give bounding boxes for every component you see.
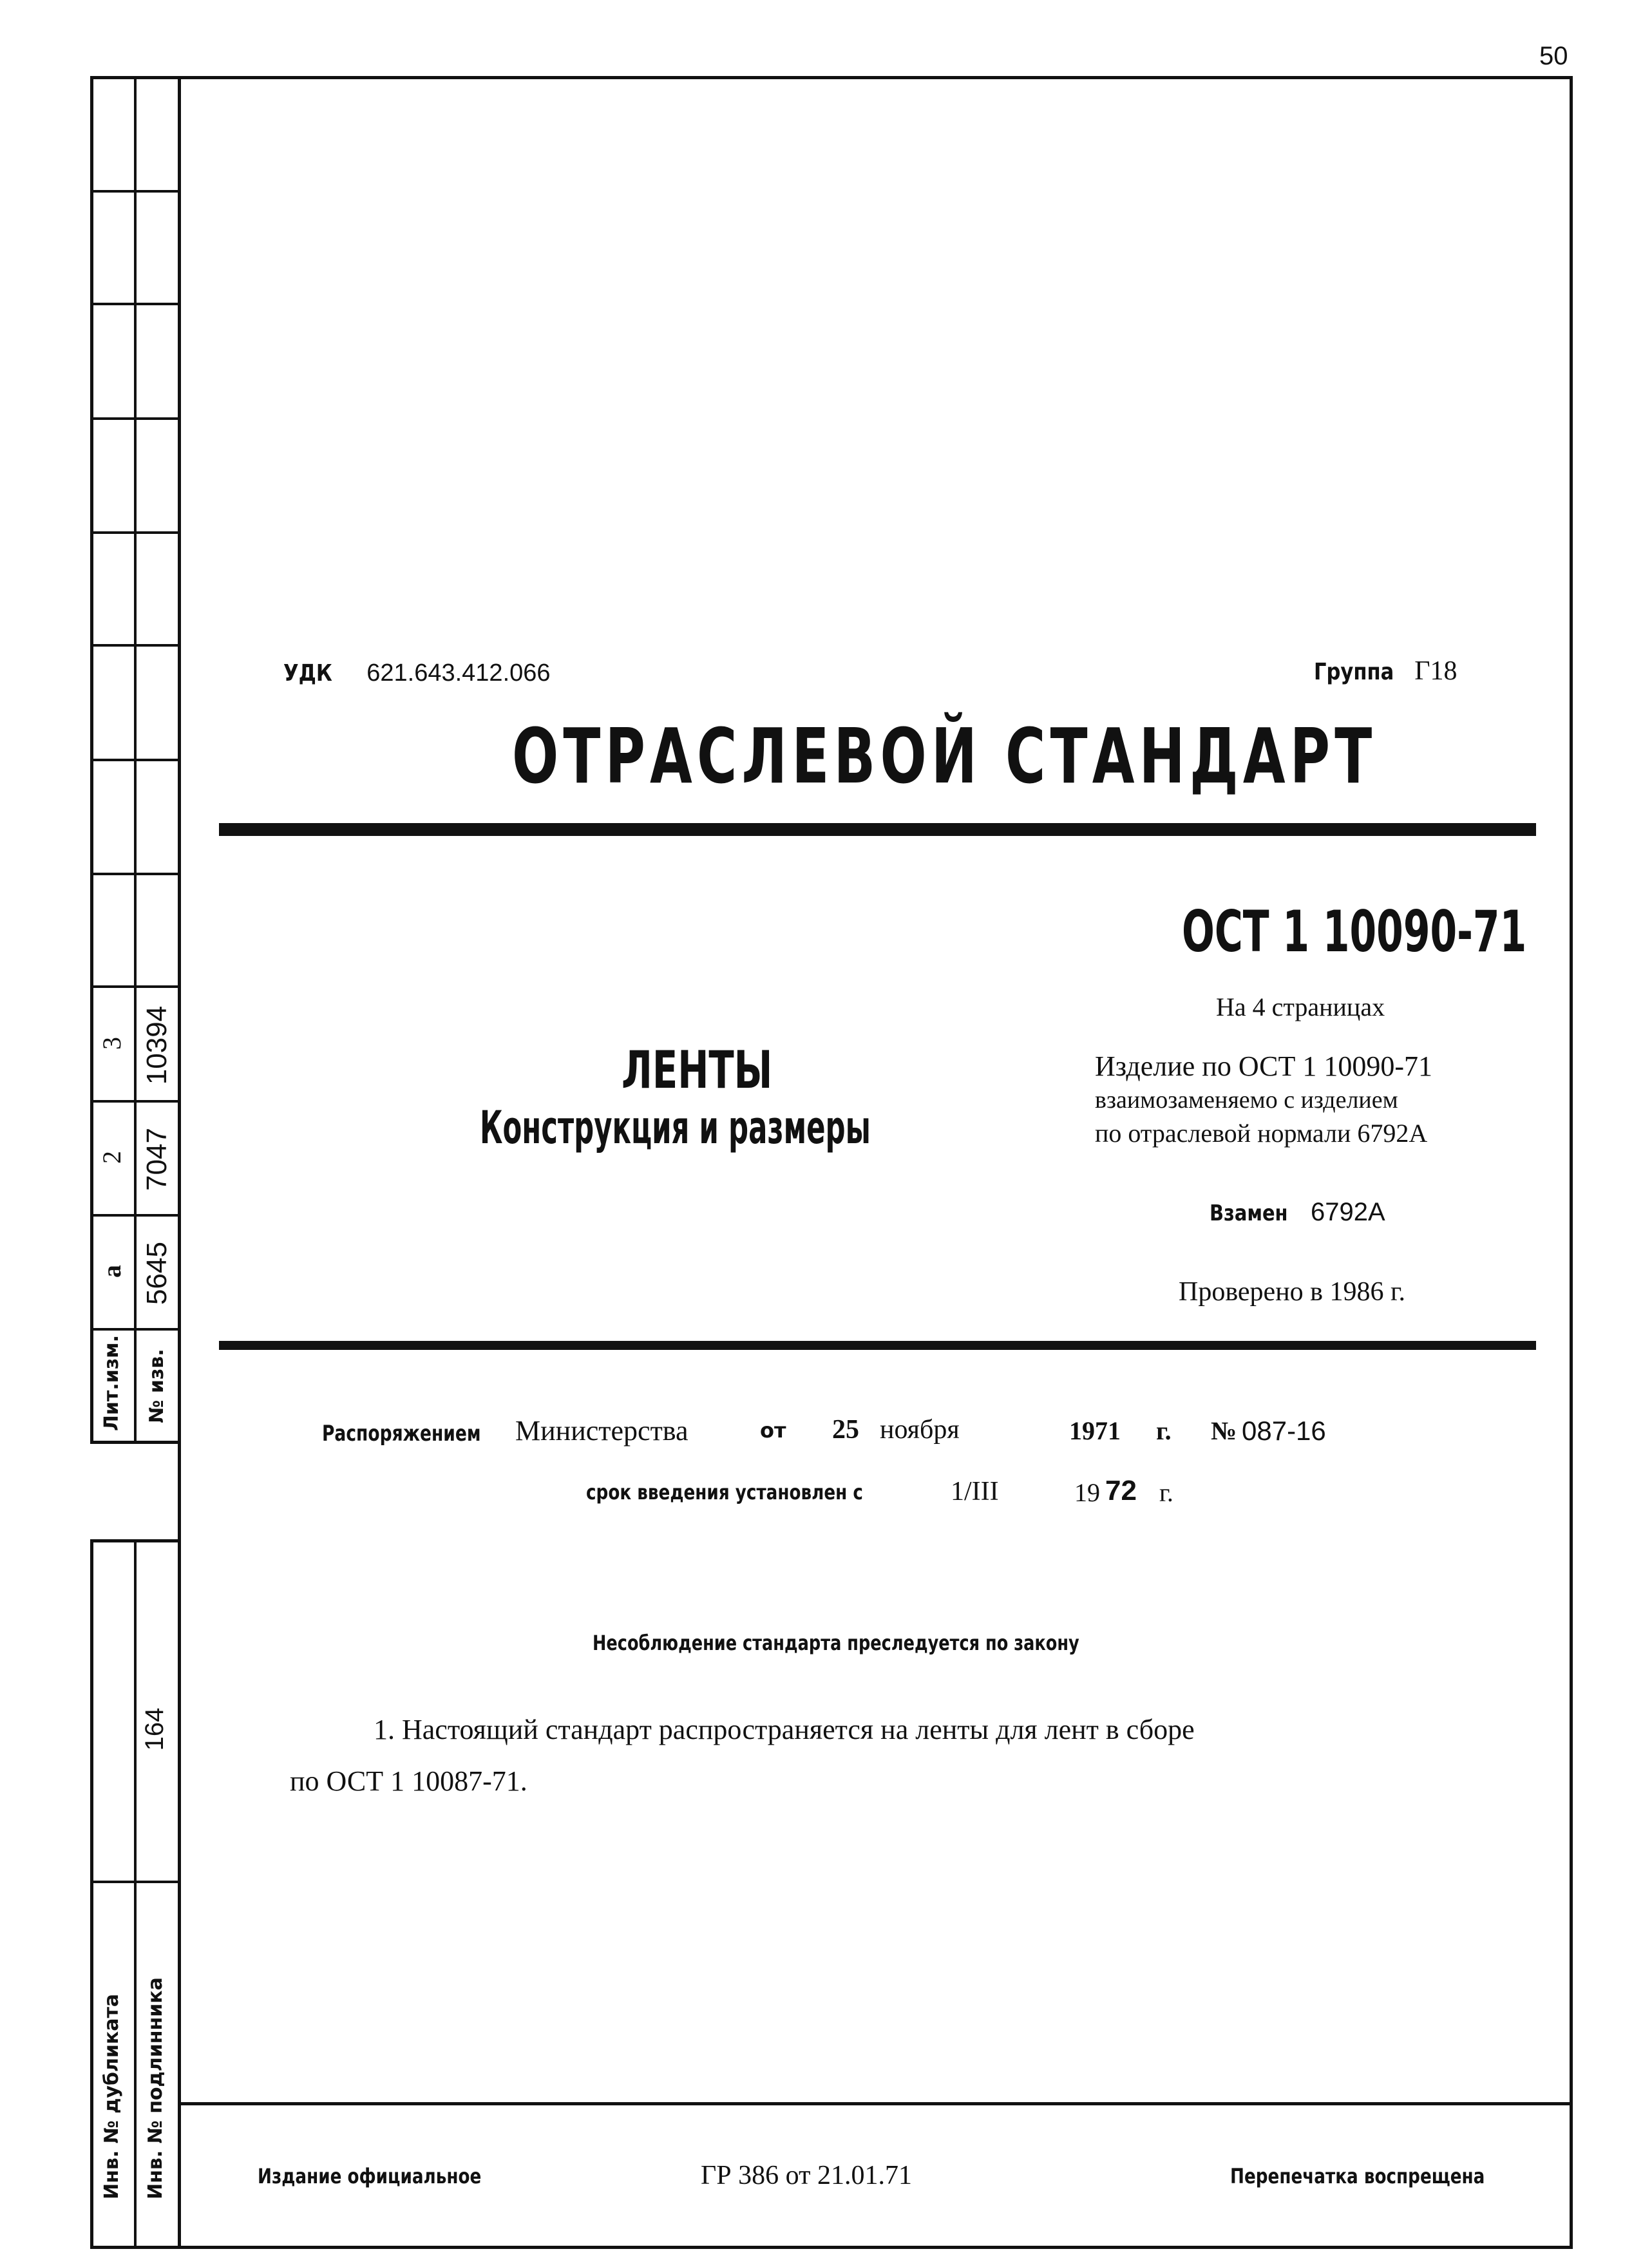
- frame-top: [90, 76, 1571, 79]
- title-rule: [219, 823, 1536, 836]
- interchange-line3: по отраслевой нормали 6792А: [1095, 1119, 1428, 1148]
- interchange-line2: взаимозаменяемо с изделием: [1095, 1086, 1398, 1114]
- page-number: 50: [1539, 42, 1568, 70]
- rev-label-a: а: [97, 1265, 126, 1278]
- info-rule: [219, 1341, 1536, 1350]
- replaces-value: 6792А: [1310, 1198, 1385, 1226]
- group-value: Г18: [1414, 656, 1457, 686]
- udk-value: 621.643.412.066: [366, 659, 551, 687]
- effective-label: срок введения установлен с: [586, 1480, 863, 1504]
- decree-by: Распоряжением: [322, 1421, 481, 1447]
- effective-suffix: г.: [1159, 1478, 1173, 1507]
- rev-number-10394: 10394: [141, 1005, 173, 1085]
- standard-number: ОСТ 1 10090-71: [1182, 898, 1527, 965]
- subject-name: ЛЕНТЫ: [622, 1040, 773, 1100]
- decree-line: [322, 1417, 526, 1447]
- clause-1-line1: 1. Настоящий стандарт распространяется на ленты для лент в сборе: [374, 1714, 1195, 1745]
- footer-right: Перепечатка воспрещена: [1230, 2164, 1485, 2188]
- checked-line: Проверено в 1986 г.: [1179, 1277, 1405, 1307]
- rev-number-7047: 7047: [141, 1128, 173, 1191]
- footer-center: ГР 386 от 21.01.71: [701, 2161, 912, 2190]
- decree-date-day: 25: [832, 1415, 859, 1445]
- decree-ministry: Министерства: [515, 1415, 688, 1447]
- effective-year-b: 72: [1105, 1475, 1137, 1506]
- clause-1-line2: по ОСТ 1 10087-71.: [290, 1765, 527, 1797]
- frame-bottom: [90, 2246, 1573, 2249]
- footer-left: Издание официальное: [258, 2164, 482, 2188]
- inv-dup-label: Инв. № дубликата: [100, 1993, 123, 2199]
- interchange-line1: Изделие по ОСТ 1 10090-71: [1095, 1050, 1433, 1082]
- warning-text: Несоблюдение стандарта преследуется по закону: [593, 1631, 1079, 1655]
- izv-label: № изв.: [146, 1349, 168, 1423]
- decree-from: от: [760, 1418, 786, 1443]
- decree-number: 087-16: [1242, 1416, 1326, 1446]
- inv-orig-label: Инв. № подлинника: [144, 1977, 167, 2199]
- decree-date-month: ноября: [880, 1415, 960, 1445]
- pages-count: На 4 страницах: [1216, 992, 1385, 1021]
- page-title: ОТРАСЛЕВОЙ СТАНДАРТ: [512, 712, 1377, 801]
- effective-date: 1/III: [951, 1477, 999, 1506]
- rev-number-5645: 5645: [141, 1242, 173, 1305]
- effective-year-a: 19: [1074, 1478, 1100, 1507]
- decree-year-suffix: г.: [1156, 1416, 1172, 1445]
- group-line: [1314, 656, 1457, 687]
- rev-label-3: 3: [97, 1037, 126, 1050]
- udk-label: УДК: [283, 660, 332, 687]
- frame-left-inner: [178, 76, 181, 2249]
- footer-rule: [178, 2102, 1573, 2105]
- group-label: Группа: [1314, 659, 1394, 685]
- inv-original-value: 164: [140, 1707, 169, 1751]
- replaces-line: [1210, 1198, 1385, 1227]
- decree-number-label: №: [1211, 1416, 1237, 1445]
- lit-izm-label: Лит.изм.: [100, 1334, 123, 1431]
- frame-right: [1570, 76, 1573, 2248]
- replaces-label: Взамен: [1210, 1200, 1288, 1226]
- udk-line: [283, 657, 551, 687]
- decree-year: 1971: [1069, 1416, 1121, 1445]
- subject-subtitle: Конструкция и размеры: [480, 1101, 871, 1154]
- rev-label-2: 2: [97, 1151, 126, 1164]
